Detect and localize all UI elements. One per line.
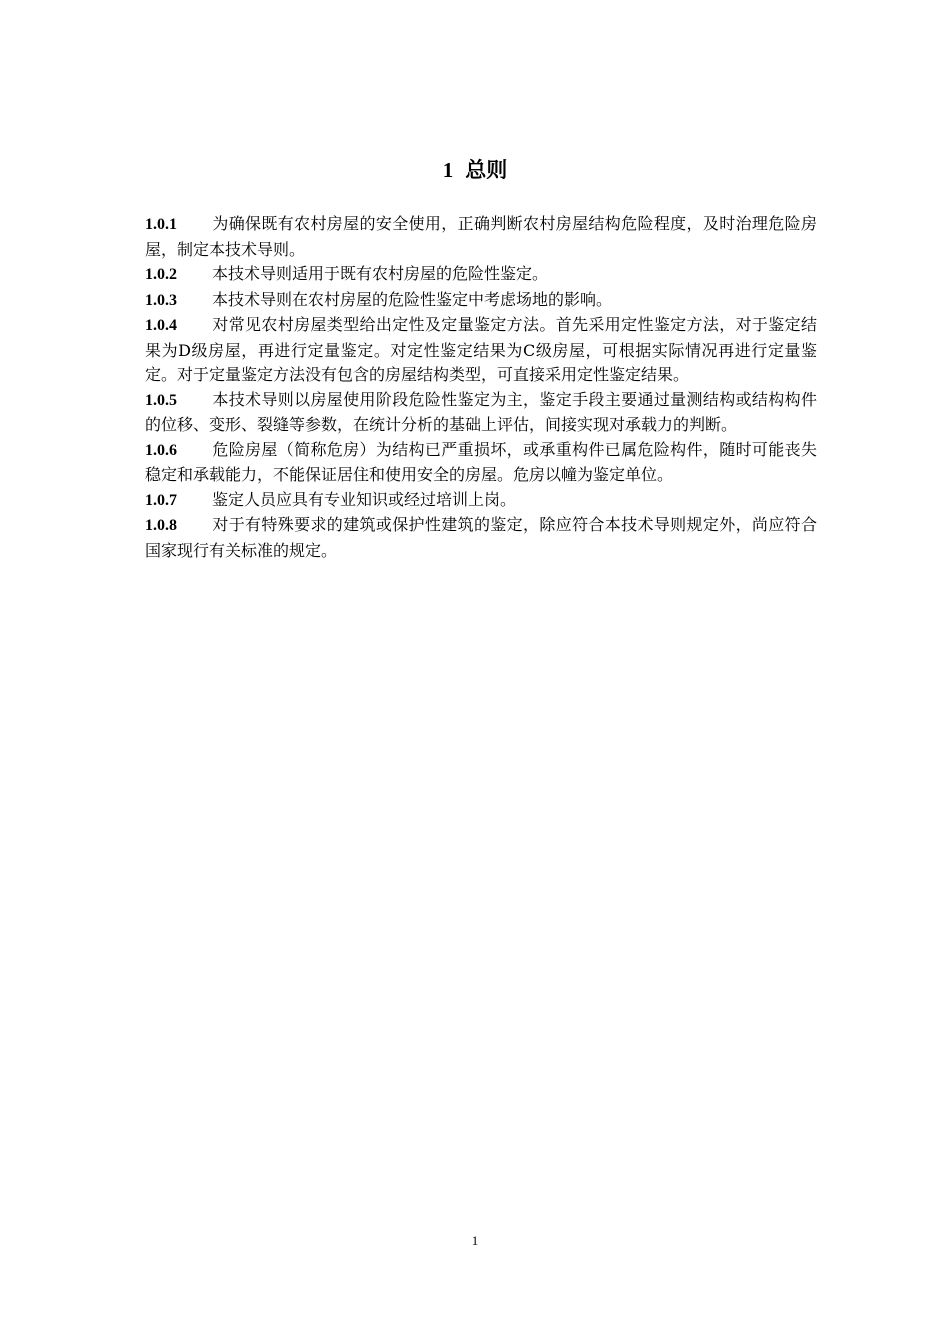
chapter-heading <box>0 154 950 186</box>
clause-1-0-7 <box>145 488 817 514</box>
clause-text: 危险房屋（简称危房）为结构已严重损坏，或承重构件已属危险构件，随时可能丧失稳定和承载能力，不能保证居住和使用安全的房屋。危房以幢为鉴定单位。 <box>145 439 817 484</box>
clause-number: 1.0.4 <box>145 317 177 334</box>
page-number: 1 <box>471 1233 479 1248</box>
clause-number: 1.0.8 <box>145 517 177 534</box>
clause-text: 对于有特殊要求的建筑或保护性建筑的鉴定，除应符合本技术导则规定外，尚应符合国家现行有关标准的规定。 <box>145 515 817 560</box>
clause-1-0-2 <box>145 262 817 288</box>
clause-number: 1.0.7 <box>145 491 177 509</box>
clause-number: 1.0.6 <box>145 441 177 459</box>
clause-number: 1.0.3 <box>145 291 177 309</box>
clause-list <box>145 212 817 563</box>
clause-1-0-6 <box>145 438 817 488</box>
chapter-number: 1 <box>442 158 454 182</box>
clause-text: 为确保既有农村房屋的安全使用，正确判断农村房屋结构危险程度，及时治理危险房屋，制定本技术导则。 <box>145 214 817 259</box>
clause-number: 1.0.5 <box>145 391 177 409</box>
clause-1-0-8 <box>145 513 817 563</box>
chapter-title: 总则 <box>465 158 508 182</box>
clause-number: 1.0.1 <box>145 216 177 233</box>
clause-text: 鉴定人员应具有专业知识或经过培训上岗。 <box>212 489 517 509</box>
clause-1-0-5 <box>145 388 817 438</box>
clause-text: 本技术导则以房屋使用阶段危险性鉴定为主，鉴定手段主要通过量测结构或结构构件的位移、变形、裂缝等参数，在统计分析的基础上评估，间接实现对承载力的判断。 <box>145 389 817 434</box>
clause-1-0-3 <box>145 288 817 314</box>
clause-text: 对常见农村房屋类型给出定性及定量鉴定方法。首先采用定性鉴定方法，对于鉴定结果为D级房屋，再进行定量鉴定。对定性鉴定结果为C级房屋，可根据实际情况再进行定量鉴定。对于定量鉴定方法没有包含的房屋结构类型，可直接采用定性鉴定结果。 <box>145 315 817 384</box>
clause-text: 本技术导则在农村房屋的危险性鉴定中考虑场地的影响。 <box>212 289 613 309</box>
clause-text: 本技术导则适用于既有农村房屋的危险性鉴定。 <box>212 264 549 283</box>
clause-number: 1.0.2 <box>145 266 177 283</box>
clause-1-0-4 <box>145 313 817 388</box>
clause-1-0-1 <box>145 212 817 262</box>
